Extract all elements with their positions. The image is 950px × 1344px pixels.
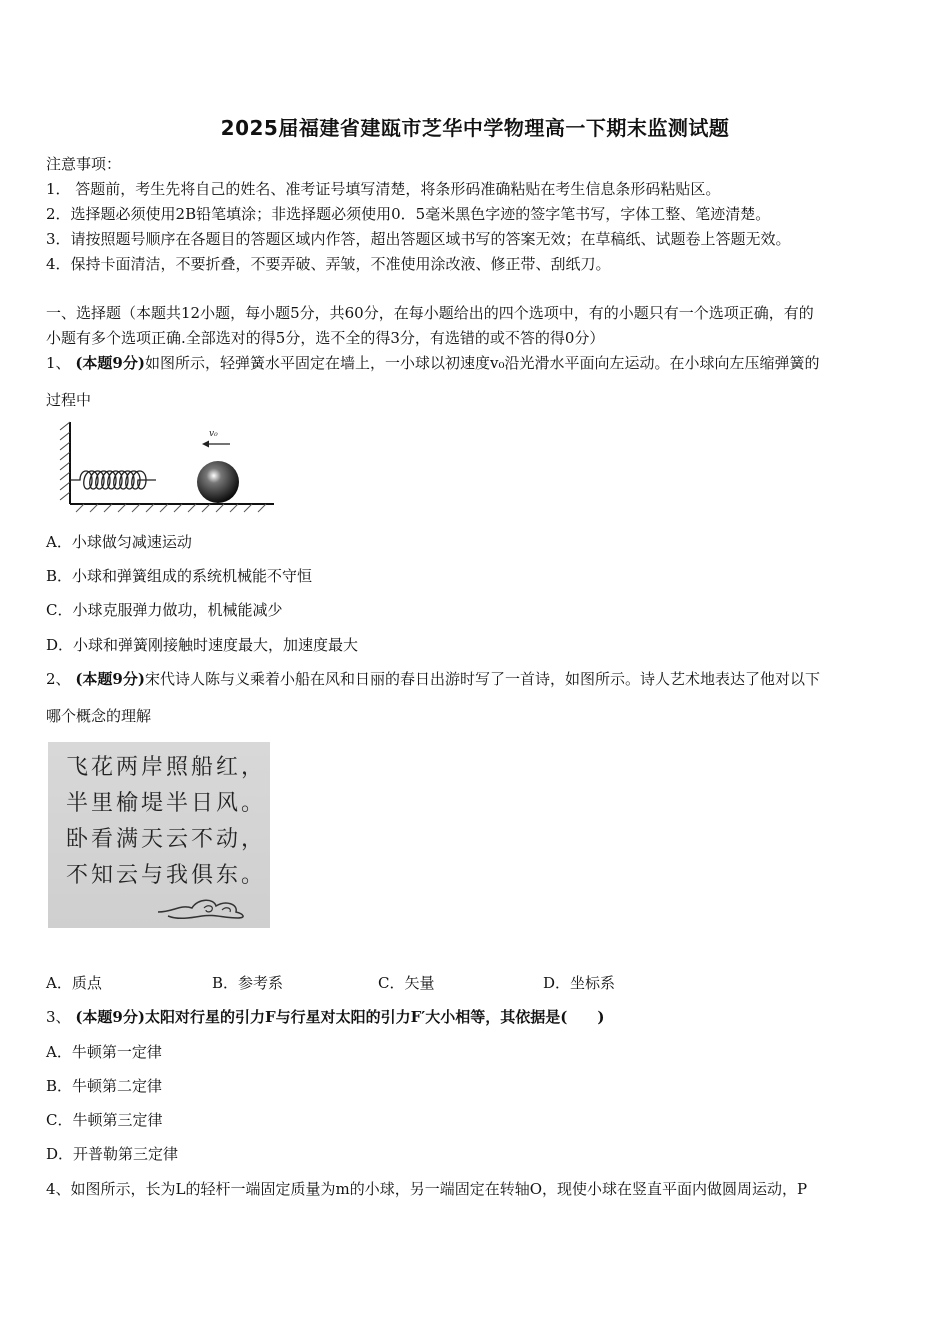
section-heading-cont: 小题有多个选项正确.全部选对的得5分，选不全的得3分，有选错的或不答的得0分） [46, 329, 605, 347]
velocity-label: v₀ [209, 429, 218, 439]
velocity-arrowhead [202, 441, 209, 448]
poem-line: 半里榆堤半日风。 [66, 791, 267, 816]
option: C．小球克服弹力做功，机械能减少 [46, 601, 283, 619]
option: A．质点 [46, 974, 102, 992]
question-score: (本题9分) [75, 1008, 145, 1026]
cloud-icon [154, 890, 254, 922]
question-text: 如图所示，轻弹簧水平固定在墙上，一小球以初速度v₀沿光滑水平面向左运动。在小球向左压缩弹簧的 [144, 354, 820, 372]
option: D．开普勒第三定律 [46, 1145, 179, 1163]
question-score: (本题9分) [75, 670, 145, 688]
option: B．小球和弹簧组成的系统机械能不守恒 [46, 567, 313, 585]
ball [197, 461, 239, 503]
ground-hatching [76, 504, 266, 512]
notice-item: 3．请按照题号顺序在各题目的答题区域内作答，超出答题区域书写的答案无效；在草稿纸、试题卷上答题无效。 [46, 230, 791, 248]
question-text: 太阳对行星的引力F与行星对太阳的引力F′大小相等，其依据是( ) [144, 1008, 605, 1026]
question-4-stem: 4、如图所示，长为L的轻杆一端固定质量为m的小球，另一端固定在转轴O，现使小球在竖直平面内做圆周运动，P [46, 1180, 808, 1198]
option: B．参考系 [212, 974, 284, 992]
notice-item: 1． 答题前，考生先将自己的姓名、准考证号填写清楚，将条形码准确粘贴在考生信息条形码粘贴区。 [46, 180, 721, 198]
option: C．矢量 [378, 974, 435, 992]
option: D．小球和弹簧刚接触时速度最大，加速度最大 [46, 636, 359, 654]
question-number: 3、 [46, 1008, 71, 1026]
poem-line: 卧看满天云不动， [66, 827, 267, 852]
question-number: 2、 [46, 670, 71, 688]
spring-coil [70, 471, 156, 489]
option: A．小球做匀减速运动 [46, 533, 192, 551]
question-text: 宋代诗人陈与义乘着小船在风和日丽的春日出游时写了一首诗，如图所示。诗人艺术地表达了他对以下 [144, 670, 820, 688]
question-2-stem-cont: 哪个概念的理解 [46, 707, 152, 725]
poem-line: 不知云与我俱东。 [66, 863, 267, 888]
section-heading: 一、选择题（本题共12小题，每小题5分，共60分，在每小题给出的四个选项中，有的小题只有一个选项正确，有的 [46, 304, 814, 322]
option: B．牛顿第二定律 [46, 1077, 163, 1095]
notice-heading: 注意事项： [46, 155, 122, 173]
option: C．牛顿第三定律 [46, 1111, 163, 1129]
question-1-stem [46, 352, 819, 373]
question-3-stem [46, 1006, 604, 1027]
page-title: 2025届福建省建瓯市芝华中学物理高一下期末监测试题 [220, 116, 730, 140]
question-1-stem-cont: 过程中 [46, 391, 92, 409]
poem-figure [48, 742, 270, 928]
question-2-options [46, 972, 806, 994]
wall-hatching [60, 422, 70, 500]
poem-line: 飞花两岸照船红， [66, 755, 267, 780]
notice-item: 4．保持卡面清洁，不要折叠，不要弄破、弄皱，不准使用涂改液、修正带、刮纸刀。 [46, 255, 611, 273]
spring-ball-figure [56, 418, 278, 516]
option: A．牛顿第一定律 [46, 1043, 162, 1061]
notice-item: 2．选择题必须使用2B铅笔填涂；非选择题必须使用0．5毫米黑色字迹的签字笔书写，字体工整、笔迹清楚。 [46, 205, 771, 223]
option: D．坐标系 [543, 974, 616, 992]
question-score: (本题9分) [75, 354, 145, 372]
question-number: 1、 [46, 354, 71, 372]
question-2-stem [46, 668, 820, 689]
